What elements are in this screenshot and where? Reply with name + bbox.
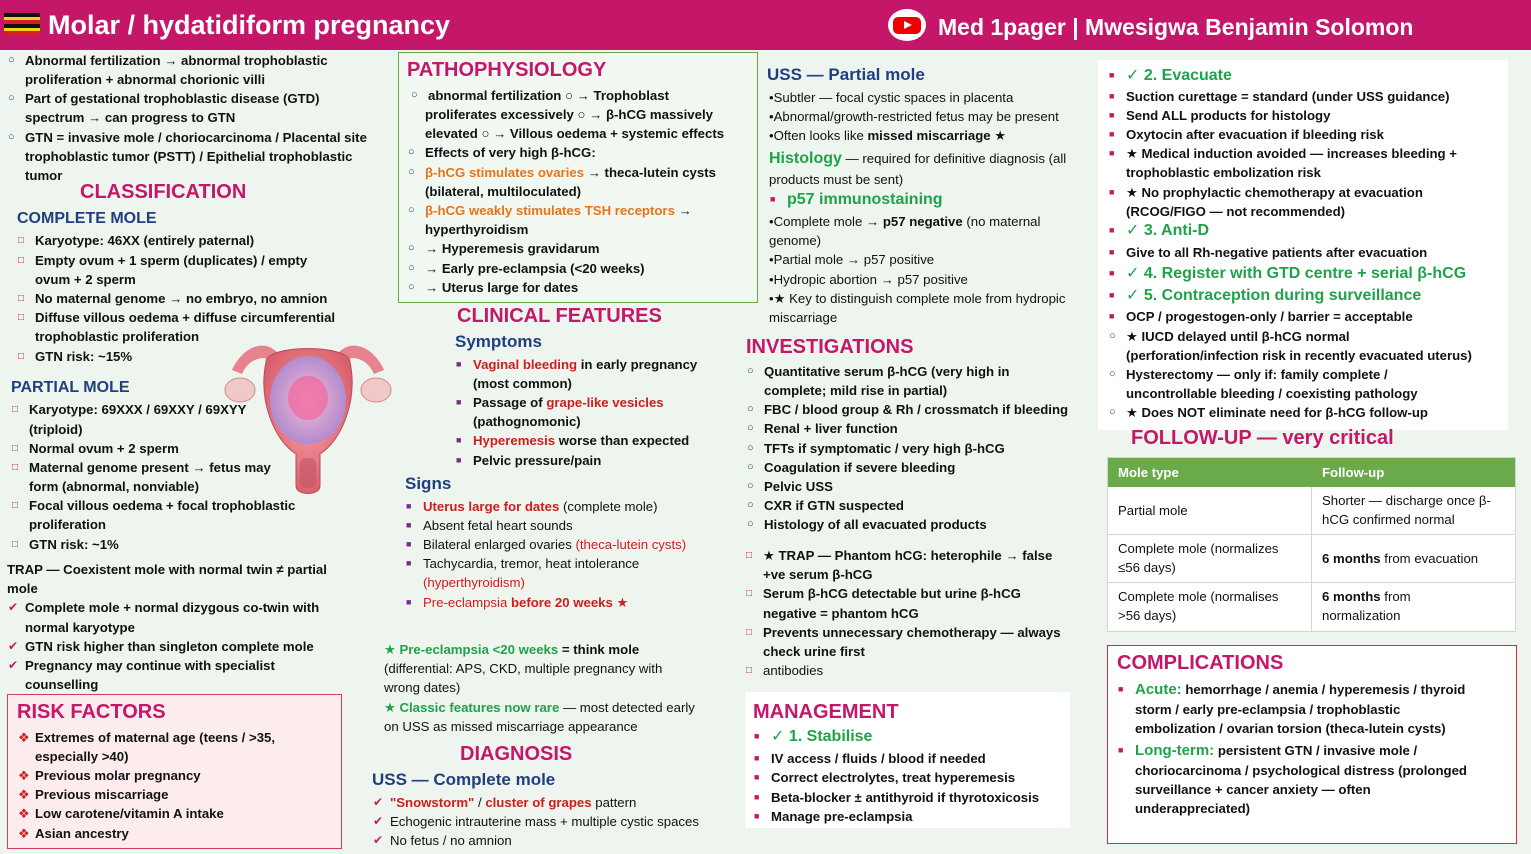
evacuate-title: ■ ✓ 2. Evacuate bbox=[1126, 66, 1232, 85]
patho-line: elevated ○ → Villous oedema + systemic effects bbox=[425, 126, 725, 141]
symptom-item: ■ Passage of grape-like vesicles bbox=[473, 393, 664, 412]
twin-trap-line: ✔ Pregnancy may continue with specialist bbox=[25, 656, 275, 675]
uss-complete-title: USS — Complete mole bbox=[372, 770, 556, 789]
complete-mole-line: □ Karyotype: 46XX (entirely paternal) bbox=[35, 231, 254, 250]
partial-mole-line: □ Focal villous oedema + focal trophoblastic bbox=[29, 496, 295, 515]
symptom-item: ■ Vaginal bleeding in early pregnancy bbox=[473, 355, 697, 374]
symptoms-title: Symptoms bbox=[455, 332, 542, 351]
table-cell: hCG confirmed normal bbox=[1322, 512, 1455, 527]
investigation-item: ○ CXR if GTN suspected bbox=[764, 496, 904, 515]
table-cell: 6 months from evacuation bbox=[1322, 551, 1479, 566]
evacuate-item: trophoblastic embolization risk bbox=[1126, 165, 1321, 180]
table-header-cell: Follow-up bbox=[1322, 465, 1385, 480]
uss-partial-title: USS — Partial mole bbox=[767, 65, 925, 84]
patho-line: ○ → Hyperemesis gravidarum bbox=[425, 239, 599, 258]
twin-trap-line: counselling bbox=[25, 677, 99, 692]
risk-factor-item: ❖ Asian ancestry bbox=[35, 824, 129, 843]
partial-mole-line: □ Maternal genome present → fetus may bbox=[29, 458, 271, 477]
management-title: MANAGEMENT bbox=[753, 701, 899, 723]
clinical-features-title: CLINICAL FEATURES bbox=[457, 305, 662, 327]
signs-title: Signs bbox=[405, 474, 452, 493]
risk-factors-title: RISK FACTORS bbox=[17, 701, 166, 723]
uterus-illustration bbox=[222, 330, 394, 502]
patho-line: ○ → Uterus large for dates bbox=[425, 278, 578, 297]
stabilise-title: ■ ✓ 1. Stabilise bbox=[771, 727, 872, 746]
evacuate-item: ■ Suction curettage = standard (under USS guidance) bbox=[1126, 87, 1450, 106]
table-cell: ≤56 days) bbox=[1118, 560, 1176, 575]
contraception-item: ○ ★ IUCD delayed until β-hCG normal bbox=[1126, 327, 1350, 346]
patho-line: ○ Effects of very high β-hCG: bbox=[425, 143, 596, 162]
contraception-item: ○ ★ Does NOT eliminate need for β-hCG follow-up bbox=[1126, 403, 1428, 422]
risk-factor-item: ❖ Extremes of maternal age (teens / >35, bbox=[35, 728, 275, 747]
investigation-item: ○ Pelvic USS bbox=[764, 477, 833, 496]
investigation-item: ○ FBC / blood group & Rh / crossmatch if bleeding bbox=[764, 400, 1068, 419]
anti-d-item: ■ Give to all Rh-negative patients after evacuation bbox=[1126, 243, 1427, 262]
histology-line: Histology — required for definitive diagnosis (all bbox=[769, 150, 1067, 167]
sign-item: ■ Uterus large for dates (complete mole) bbox=[423, 497, 658, 516]
histology-line: •Complete mole → p57 negative (no maternal bbox=[769, 214, 1041, 229]
header-bar bbox=[0, 0, 1531, 50]
histology-line: •Partial mole → p57 positive bbox=[769, 252, 935, 267]
patho-line: hyperthyroidism bbox=[425, 222, 529, 237]
complication-long-term: ■ Long-term: persistent GTN / invasive mole / bbox=[1135, 741, 1417, 760]
table-header-cell: Mole type bbox=[1118, 465, 1179, 480]
stabilise-item: ■ IV access / fluids / blood if needed bbox=[771, 749, 986, 768]
table-cell: Complete mole (normalizes bbox=[1118, 541, 1279, 556]
channel-name[interactable]: Med 1pager | Mwesigwa Benjamin Solomon bbox=[938, 14, 1414, 40]
twin-trap-line: mole bbox=[7, 581, 38, 596]
symptom-item: ■ Hyperemesis worse than expected bbox=[473, 431, 689, 450]
sign-item: ■ Pre-eclampsia before 20 weeks ★ bbox=[423, 593, 628, 612]
clinical-note: (differential: APS, CKD, multiple pregnancy with bbox=[384, 661, 663, 676]
phantom-hcg-line: □ Prevents unnecessary chemotherapy — always bbox=[763, 623, 1061, 642]
contraception-item: (perforation/infection risk in recently evacuated uterus) bbox=[1126, 348, 1472, 363]
patho-line: (bilateral, multiloculated) bbox=[425, 184, 582, 199]
uganda-flag-icon bbox=[4, 13, 40, 35]
stabilise-item: ■ Correct electrolytes, treat hyperemesis bbox=[771, 768, 1015, 787]
complication-long-term: underappreciated) bbox=[1135, 801, 1251, 816]
intro-line: trophoblastic tumor (PSTT) / Epithelial trophoblastic bbox=[25, 149, 353, 164]
intro-line: proliferation + abnormal chorionic villi bbox=[25, 72, 265, 87]
phantom-hcg-line: negative = phantom hCG bbox=[763, 606, 919, 621]
histology-line: •Hydropic abortion → p57 positive bbox=[769, 272, 968, 287]
investigation-item: ○ Histology of all evacuated products bbox=[764, 515, 987, 534]
table-cell: Complete mole (normalises bbox=[1118, 589, 1279, 604]
patho-line: ○ β-hCG weakly stimulates TSH receptors → bbox=[425, 201, 692, 220]
patho-line: proliferates excessively ○ → β-hCG massively bbox=[425, 107, 713, 122]
investigation-item: ○ TFTs if symptomatic / very high β-hCG bbox=[764, 439, 1005, 458]
uss-partial-line: •Subtler — focal cystic spaces in placenta bbox=[769, 90, 1014, 105]
histology-line: products must be sent) bbox=[769, 172, 904, 187]
complete-mole-line: □ GTN risk: ~15% bbox=[35, 347, 132, 366]
complete-mole-line: □ Empty ovum + 1 sperm (duplicates) / empty bbox=[35, 251, 307, 270]
complete-mole-title: COMPLETE MOLE bbox=[17, 210, 157, 227]
complication-acute: storm / early pre-eclampsia / trophoblastic bbox=[1135, 702, 1401, 717]
investigation-item: ○ Coagulation if severe bleeding bbox=[764, 458, 955, 477]
table-cell: 6 months from bbox=[1322, 589, 1411, 604]
clinical-note: wrong dates) bbox=[384, 680, 461, 695]
intro-line: tumor bbox=[25, 168, 63, 183]
twin-trap-line: normal karyotype bbox=[25, 620, 135, 635]
table-cell: normalization bbox=[1322, 608, 1401, 623]
evacuate-item: ■ Oxytocin after evacuation if bleeding risk bbox=[1126, 125, 1384, 144]
twin-trap-line: ✔ Complete mole + normal dizygous co-twin with bbox=[25, 598, 319, 617]
complete-mole-line: □ No maternal genome → no embryo, no amnion bbox=[35, 289, 327, 308]
clinical-note: ★ Classic features now rare — most detected early bbox=[384, 700, 695, 715]
youtube-icon[interactable] bbox=[888, 9, 926, 41]
partial-mole-line: (triploid) bbox=[29, 422, 83, 437]
intro-line: spectrum → can progress to GTN bbox=[25, 110, 236, 125]
partial-mole-line: proliferation bbox=[29, 517, 106, 532]
phantom-hcg-line: □ ★ TRAP — Phantom hCG: heterophile → false bbox=[763, 546, 1052, 565]
table-cell: >56 days) bbox=[1118, 608, 1177, 623]
patho-line: ○ β-hCG stimulates ovaries → theca-lutein cysts bbox=[425, 163, 716, 182]
twin-trap-line: ✔ GTN risk higher than singleton complete mole bbox=[25, 637, 314, 656]
evacuate-item: ■ Send ALL products for histology bbox=[1126, 106, 1330, 125]
table-divider bbox=[1311, 487, 1312, 631]
evacuate-item: ■ ★ No prophylactic chemotherapy at evacuation bbox=[1126, 183, 1423, 202]
contraception-title: ■ ✓ 5. Contraception during surveillance bbox=[1126, 286, 1421, 305]
complication-acute: embolization / ovarian torsion (theca-lutein cysts) bbox=[1135, 721, 1446, 736]
page-title: Molar / hydatidiform pregnancy bbox=[48, 10, 451, 40]
follow-up-title: FOLLOW-UP — very critical bbox=[1131, 427, 1394, 449]
intro-line: ○ Part of gestational trophoblastic disease (GTD) bbox=[25, 89, 320, 108]
phantom-hcg-line: +ve serum β-hCG bbox=[763, 567, 873, 582]
anti-d-title: ■ ✓ 3. Anti-D bbox=[1126, 221, 1209, 240]
sign-item: ■ Absent fetal heart sounds bbox=[423, 516, 573, 535]
risk-factor-item: ❖ Previous molar pregnancy bbox=[35, 766, 201, 785]
diagnosis-title: DIAGNOSIS bbox=[460, 743, 573, 765]
investigation-item: ○ Renal + liver function bbox=[764, 419, 898, 438]
symptom-item: (most common) bbox=[473, 376, 572, 391]
partial-mole-line: □ Karyotype: 69XXX / 69XXY / 69XYY bbox=[29, 400, 246, 419]
partial-mole-line: □ GTN risk: ~1% bbox=[29, 535, 119, 554]
evacuate-item: (RCOG/FIGO — not recommended) bbox=[1126, 204, 1346, 219]
complications-title: COMPLICATIONS bbox=[1117, 652, 1284, 674]
risk-factor-item: ❖ Previous miscarriage bbox=[35, 785, 168, 804]
intro-line: ○ Abnormal fertilization → abnormal trophoblastic bbox=[25, 51, 328, 70]
partial-mole-line: form (abnormal, nonviable) bbox=[29, 479, 199, 494]
histology-line: genome) bbox=[769, 233, 822, 248]
investigation-item: ○ Quantitative serum β-hCG (very high in bbox=[764, 362, 1009, 381]
intro-line: ○ GTN = invasive mole / choriocarcinoma / Placental site bbox=[25, 128, 367, 147]
contraception-item: ○ Hysterectomy — only if: family complete / bbox=[1126, 365, 1388, 384]
complete-mole-line: trophoblastic proliferation bbox=[35, 329, 200, 344]
stabilise-item: ■ Beta-blocker ± antithyroid if thyrotoxicosis bbox=[771, 788, 1039, 807]
table-cell: Partial mole bbox=[1118, 503, 1188, 518]
p57-title: ■ p57 immunostaining bbox=[787, 190, 943, 209]
investigations-title: INVESTIGATIONS bbox=[746, 336, 914, 358]
complication-long-term: surveillance + cancer anxiety — often bbox=[1135, 782, 1371, 797]
complication-long-term: choriocarcinoma / psychological distress (prolonged bbox=[1135, 763, 1467, 778]
patho-line: ○ → Early pre-eclampsia (<20 weeks) bbox=[425, 259, 645, 278]
evacuate-item: ■ ★ Medical induction avoided — increases bleeding + bbox=[1126, 144, 1457, 163]
complete-mole-line: ovum + 2 sperm bbox=[35, 272, 136, 287]
complete-mole-line: □ Diffuse villous oedema + diffuse circumferential bbox=[35, 308, 335, 327]
symptom-item: (pathognomonic) bbox=[473, 414, 581, 429]
sign-item: (hyperthyroidism) bbox=[423, 575, 525, 590]
twin-trap-line: TRAP — Coexistent mole with normal twin ≠ partial bbox=[7, 562, 327, 577]
pathophysiology-title: PATHOPHYSIOLOGY bbox=[407, 59, 607, 81]
histology-line: miscarriage bbox=[769, 310, 838, 325]
classification-title: CLASSIFICATION bbox=[80, 181, 247, 203]
contraception-item: ■ OCP / progestogen-only / barrier = acceptable bbox=[1126, 307, 1413, 326]
phantom-hcg-line: □ Serum β-hCG detectable but urine β-hCG bbox=[763, 584, 1021, 603]
uss-complete-line: ✔ "Snowstorm" / cluster of grapes pattern bbox=[390, 793, 636, 812]
uss-complete-line: ✔ Echogenic intrauterine mass + multiple cystic spaces bbox=[390, 812, 699, 831]
table-cell: Shorter — discharge once β- bbox=[1322, 493, 1491, 508]
phantom-hcg-line: check urine first bbox=[763, 644, 865, 659]
symptom-item: ■ Pelvic pressure/pain bbox=[473, 451, 601, 470]
complication-acute: ■ Acute: hemorrhage / anemia / hyperemesis / thyroid bbox=[1135, 680, 1465, 699]
uss-partial-line: •Abnormal/growth-restricted fetus may be present bbox=[769, 109, 1059, 124]
register-title: ■ ✓ 4. Register with GTD centre + serial β-hCG bbox=[1126, 264, 1466, 283]
risk-factor-item: ❖ Low carotene/vitamin A intake bbox=[35, 804, 224, 823]
stabilise-item: ■ Manage pre-eclampsia bbox=[771, 807, 912, 826]
follow-up-table bbox=[1107, 457, 1516, 632]
clinical-note: ★ Pre-eclampsia <20 weeks = think mole bbox=[384, 642, 640, 657]
phantom-hcg-line: □ antibodies bbox=[763, 661, 823, 680]
partial-mole-title: PARTIAL MOLE bbox=[11, 379, 130, 396]
partial-mole-line: □ Normal ovum + 2 sperm bbox=[29, 439, 179, 458]
investigation-item: complete; mild rise in partial) bbox=[764, 383, 948, 398]
patho-line: ○ abnormal fertilization ○ → Trophoblast bbox=[428, 86, 669, 105]
uss-complete-line: ✔ No fetus / no amnion bbox=[390, 831, 512, 850]
risk-factor-item: especially >40) bbox=[35, 749, 129, 764]
sign-item: ■ Bilateral enlarged ovaries (theca-lutein cysts) bbox=[423, 535, 686, 554]
sign-item: ■ Tachycardia, tremor, heat intolerance bbox=[423, 554, 639, 573]
uss-partial-line: •Often looks like missed miscarriage ★ bbox=[769, 128, 1007, 143]
clinical-note: on USS as missed miscarriage appearance bbox=[384, 719, 638, 734]
contraception-item: uncontrollable bleeding / coexisting pathology bbox=[1126, 386, 1418, 401]
histology-line: •★ Key to distinguish complete mole from hydropic bbox=[769, 291, 1066, 306]
